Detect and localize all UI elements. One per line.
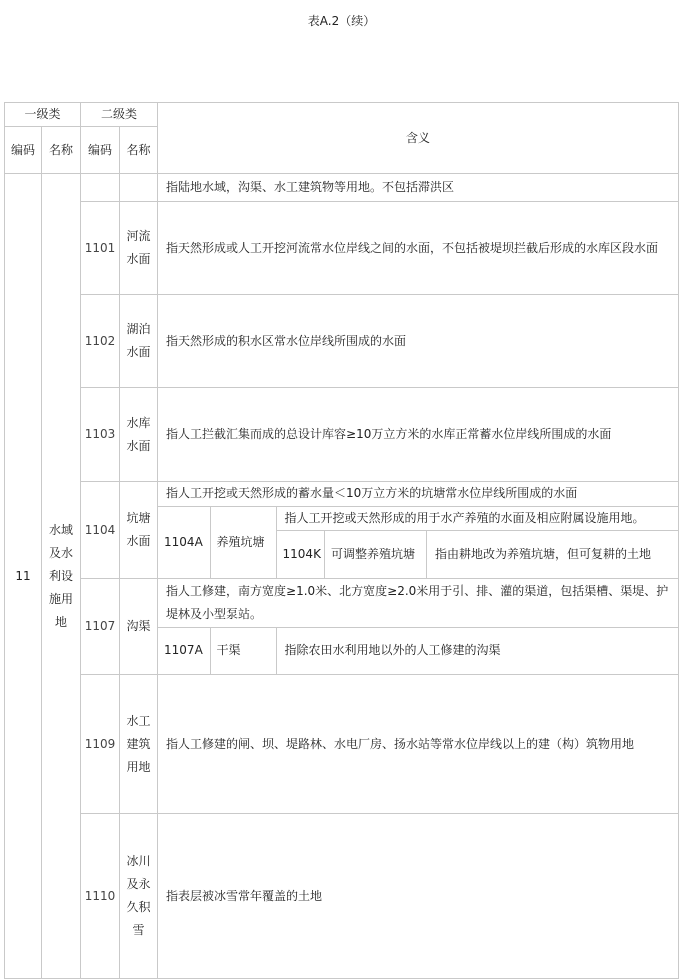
subsubrow-description: 指由耕地改为养殖坑塘，但可复耕的土地 [427,531,679,578]
table-row [5,675,679,814]
header-level2: 二级类 [81,103,158,127]
subrow-name: 干渠 [210,627,276,674]
row-description: 指人工拦截汇集而成的总设计库容≥10万立方米的水库正常蓄水位岸线所围成的水面 [158,388,679,482]
table-row [5,202,679,295]
header-code-1: 编码 [5,127,42,174]
row-description: 指人工修建的闸、坝、堤路林、水电厂房、扬水站等常水位岸线以上的建（构）筑物用地 [158,675,679,814]
subsubtable [277,531,679,578]
row-nested [158,579,679,675]
header-meaning: 含义 [158,103,679,174]
table-row [5,814,679,979]
subsubrow-code: 1104K [277,531,325,578]
subrow-code: 1104A [158,506,210,578]
row-code: 1109 [81,675,120,814]
level1-code: 11 [5,174,42,979]
row-code: 1102 [81,295,120,388]
subsubrow-name: 可调整养殖坑塘 [325,531,427,578]
subtable [158,482,678,578]
land-classification-table [4,102,679,979]
row-name: 冰川及永久积雪 [120,814,158,979]
row-nested [158,482,679,579]
blank-name [120,174,158,202]
row-name: 水工建筑用地 [120,675,158,814]
row-description: 指表层被冰雪常年覆盖的土地 [158,814,679,979]
row-name: 湖泊水面 [120,295,158,388]
row-name: 水库水面 [120,388,158,482]
header-code-2: 编码 [81,127,120,174]
level1-name: 水域及水利设施用地 [42,174,81,979]
row-name: 沟渠 [120,579,158,675]
row-code: 1110 [81,814,120,979]
subrow-description: 指除农田水利用地以外的人工修建的沟渠 [276,627,678,674]
subtable [158,579,678,674]
header-level1: 一级类 [5,103,81,127]
row-code: 1104 [81,482,120,579]
table-caption: 表A.2（续） [307,14,376,28]
row-code: 1107 [81,579,120,675]
row-description: 指人工开挖或天然形成的蓄水量＜10万立方米的坑塘常水位岸线所围成的水面 [158,482,678,506]
blank-code [81,174,120,202]
table-row [5,482,679,579]
table-row [5,579,679,675]
row-name: 坑塘水面 [120,482,158,579]
subrow-name: 养殖坑塘 [210,506,276,578]
subrow-nested [276,530,678,578]
subrow-description: 指人工开挖或天然形成的用于水产养殖的水面及相应附属设施用地。 [276,506,678,530]
table-row [5,295,679,388]
level1-description: 指陆地水域，沟渠、水工建筑物等用地。不包括滞洪区 [158,174,679,202]
row-description: 指天然形成的积水区常水位岸线所围成的水面 [158,295,679,388]
row-name: 河流水面 [120,202,158,295]
row-code: 1103 [81,388,120,482]
subrow-code: 1107A [158,627,210,674]
row-code: 1101 [81,202,120,295]
header-name-1: 名称 [42,127,81,174]
table-row [5,388,679,482]
row-description: 指天然形成或人工开挖河流常水位岸线之间的水面，不包括被堤坝拦截后形成的水库区段水面 [158,202,679,295]
header-name-2: 名称 [120,127,158,174]
row-description: 指人工修建，南方宽度≥1.0米、北方宽度≥2.0米用于引、排、灌的渠道，包括渠槽、渠堤、护堤林及小型泵站。 [158,579,678,627]
